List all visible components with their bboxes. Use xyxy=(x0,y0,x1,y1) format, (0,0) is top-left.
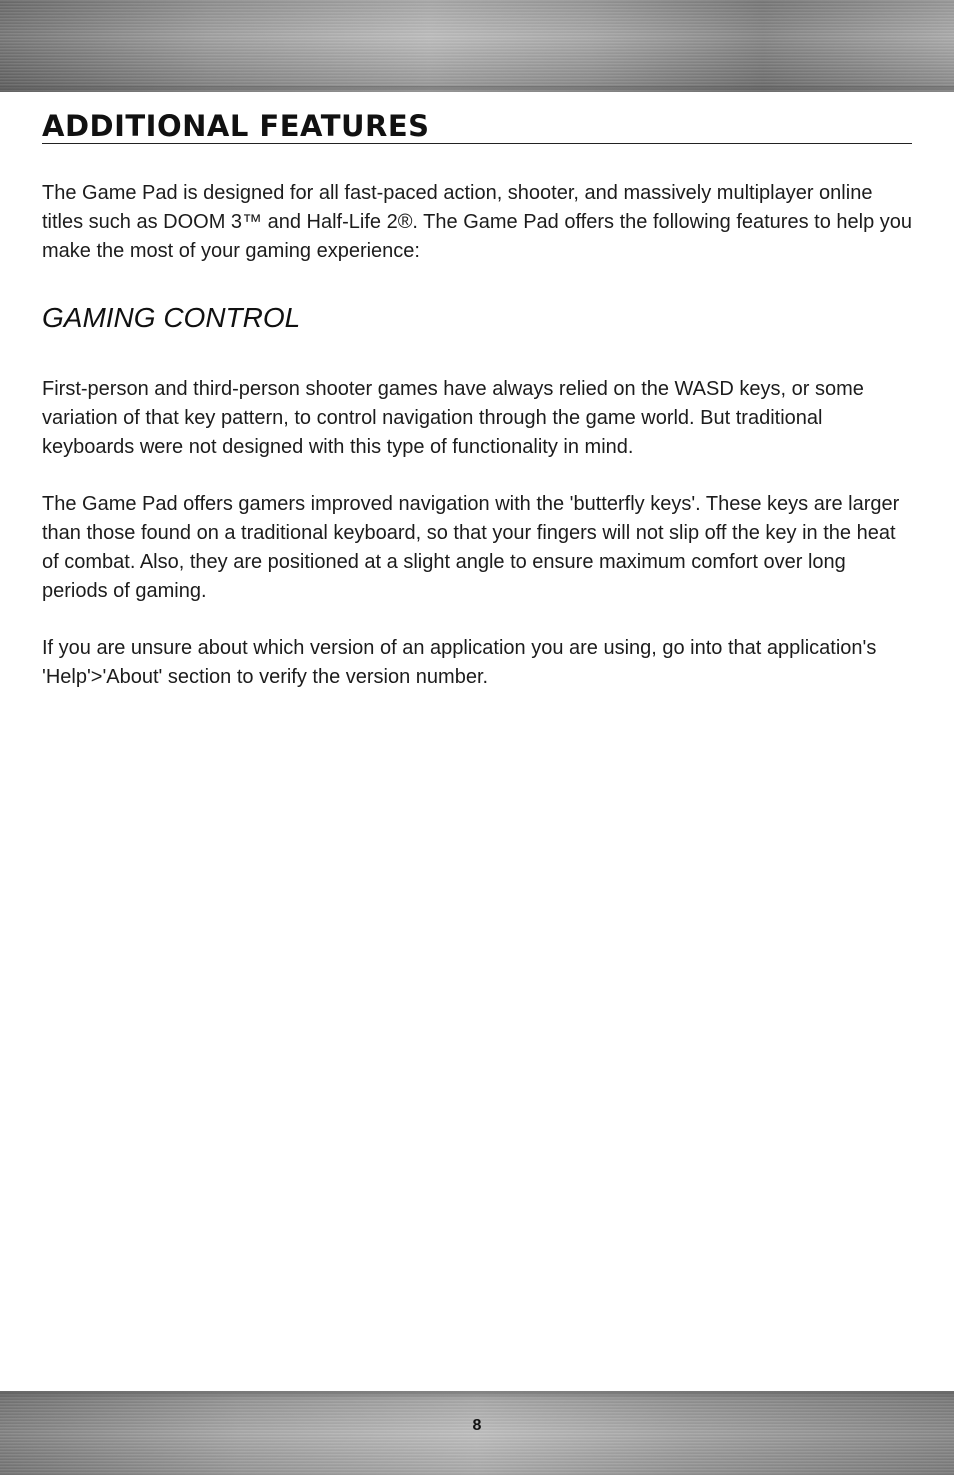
subsection-title: GAMING CONTROL xyxy=(42,302,301,333)
body-paragraph: First-person and third-person shooter games have always relied on the WASD keys, or some variation of that key pattern, to control navigation through the game world. But traditional keyboards were not designed with this type of functionality in mind. xyxy=(42,378,864,458)
page-number: 8 xyxy=(472,1417,482,1434)
body-paragraph: The Game Pad offers gamers improved navigation with the 'butterfly keys'. These keys are larger than those found on a traditional keyboard, so that your fingers will not slip off the key in the heat of combat. Also, they are positioned at a slight angle to ensure maximum comfort over long periods of gaming. xyxy=(42,493,900,602)
page-content xyxy=(42,110,912,692)
footer-band xyxy=(0,1391,954,1475)
intro-paragraph: The Game Pad is designed for all fast-paced action, shooter, and massively multiplayer online titles such as DOOM 3™ and Half-Life 2®. The Game Pad offers the following features to help you make the most of your gaming experience: xyxy=(42,182,912,262)
header-band xyxy=(0,0,954,92)
section-title: ADDITIONAL FEATURES xyxy=(42,110,912,144)
body-paragraph: If you are unsure about which version of an application you are using, go into that application's 'Help'>'About' section to verify the version number. xyxy=(42,637,877,688)
